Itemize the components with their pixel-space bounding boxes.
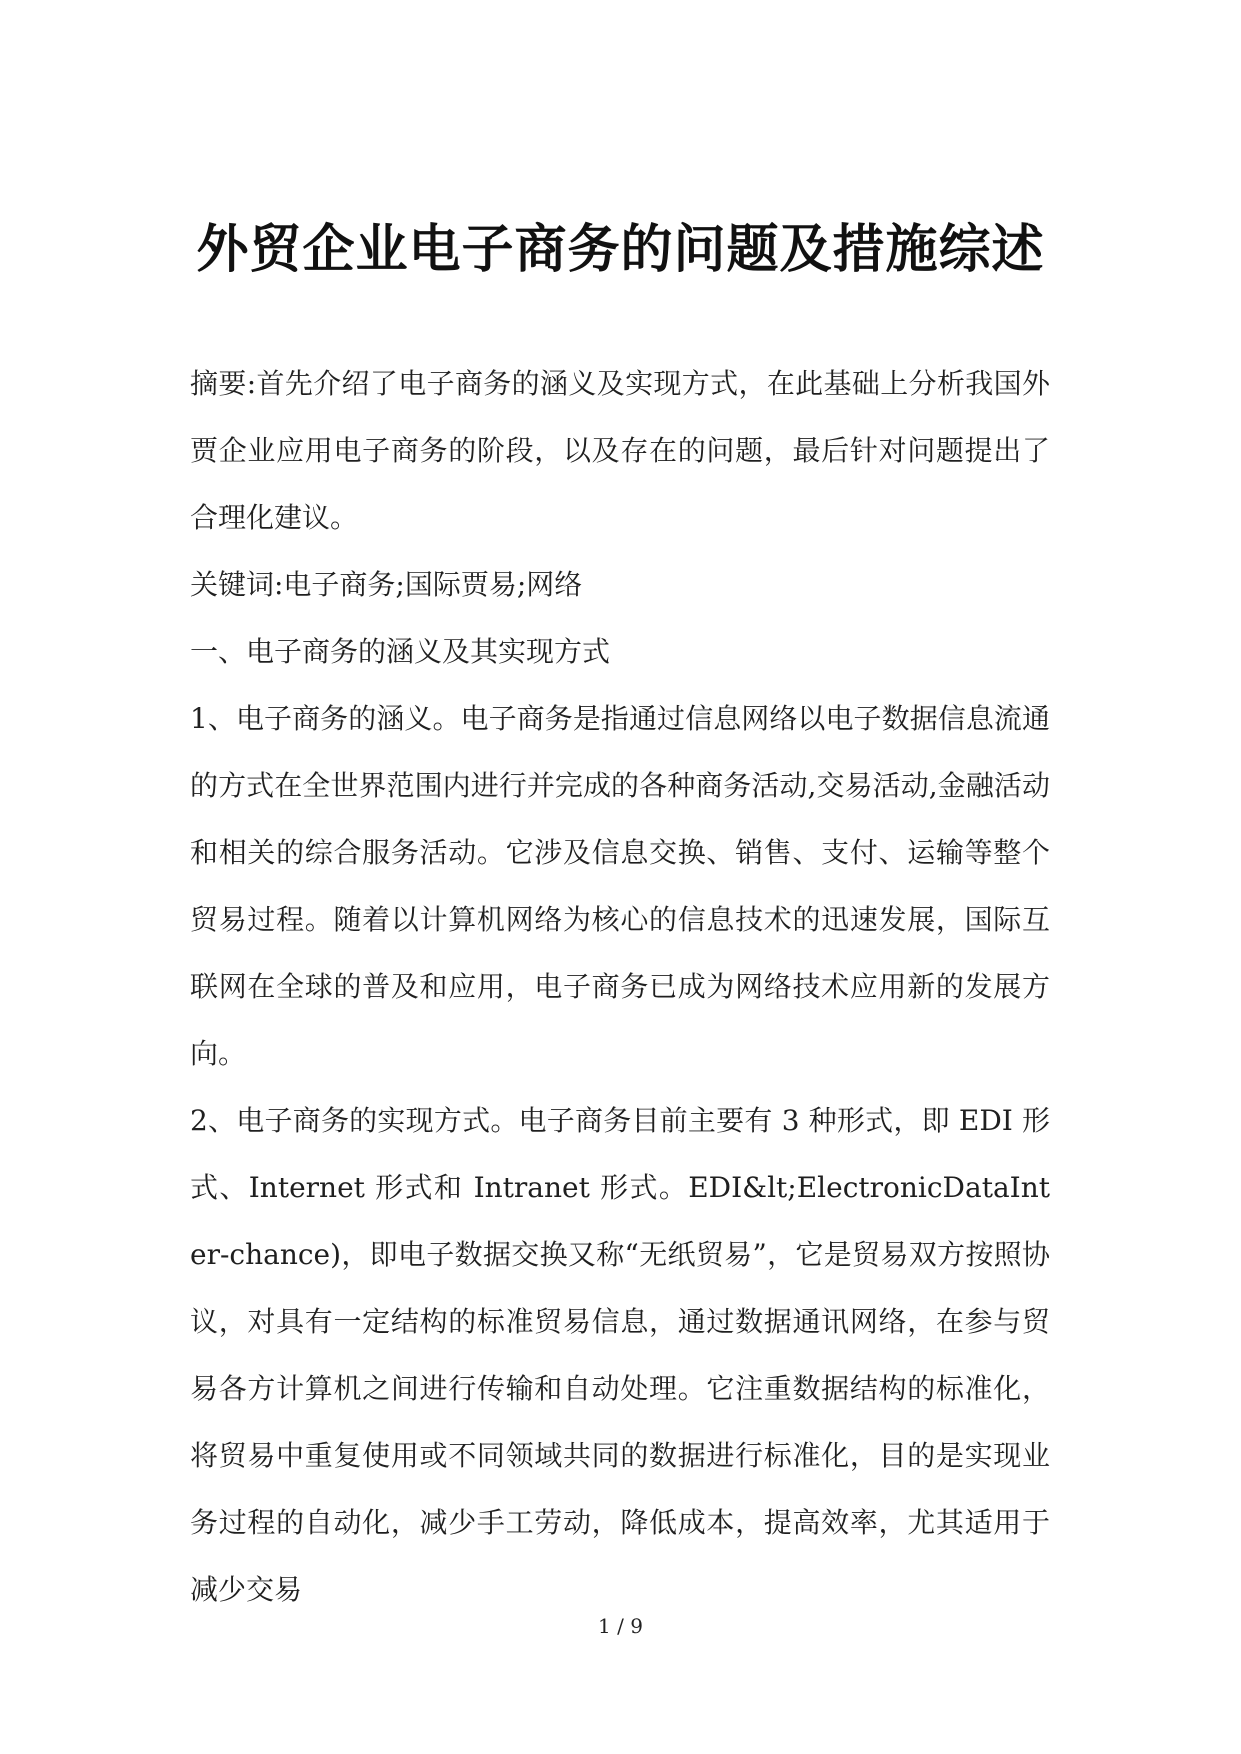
section-heading: 一、电子商务的涵义及其实现方式	[190, 635, 611, 668]
document-title: 外贸企业电子商务的问题及措施综述	[196, 220, 1045, 280]
keywords-paragraph: 关键词:电子商务;国际贾易;网络	[190, 568, 583, 601]
abstract-paragraph: 摘要:首先介绍了电子商务的涵义及实现方式，在此基础上分析我国外贾企业应用电子商务的阶段，以及存在的问题，最后针对问题提出了合理化建议。	[190, 367, 1050, 534]
page-number: 1 / 9	[598, 1614, 643, 1638]
document-body	[190, 350, 1050, 1623]
body-paragraph: 1、电子商务的涵义。电子商务是指通过信息网络以电子数据信息流通的方式在全世界范围内进行并完成的各种商务活动,交易活动,金融活动和相关的综合服务活动。它涉及信息交换、销售、支付、运输等整个贸易过程。随着以计算机网络为核心的信息技术的迅速发展，国际互联网在全球的普及和应用，电子商务已成为网络技术应用新的发展方向。	[190, 702, 1050, 1070]
body-paragraph: 2、电子商务的实现方式。电子商务目前主要有 3 种形式，即 EDI 形式、Internet 形式和 Intranet 形式。EDI&lt;ElectronicDataInter-chance)，即电子数据交换又称“无纸贸易”，它是贸易双方按照协议，对具有一定结构的标准贸易信息，通过数据通讯网络，在参与贸易各方计算机之间进行传输和自动处理。它注重数据结构的标准化，将贸易中重复使用或不同领域共同的数据进行标准化，目的是实现业务过程的自动化，减少手工劳动，降低成本，提高效率，尤其适用于减少交易	[190, 1104, 1050, 1606]
